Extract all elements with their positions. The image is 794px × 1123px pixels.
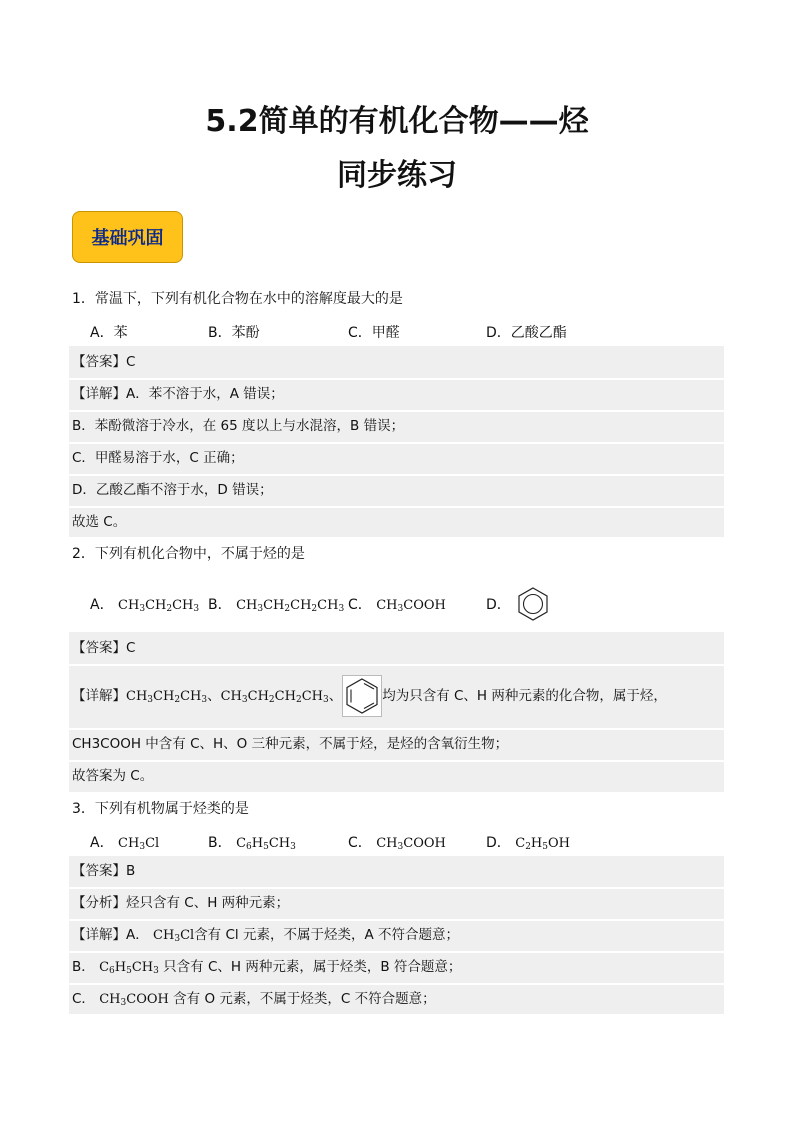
formula-butane: $CH_3CH_2CH_2CH_3$ — [220, 689, 329, 705]
q1-detail-2: B．苯酚微溶于冷水，在 65 度以上与水混溶，B 错误； — [72, 418, 405, 434]
q2-answer: 【答案】C — [72, 640, 136, 656]
q3-option-a: A． $CH_3Cl$ — [90, 835, 160, 852]
q3-analysis: 【分析】烃只含有 C、H 两种元素； — [72, 895, 290, 911]
q3-option-b: B． $C_6H_5CH_3$ — [208, 835, 296, 852]
q3-option-d: D． $C_2H_5OH$ — [486, 835, 570, 852]
question-1-options — [90, 322, 730, 342]
question-3-stem: 3．下列有机物属于烃类的是 — [72, 801, 249, 817]
q2-option-d: D． — [486, 586, 551, 622]
q1-option-c: C．甲醛 — [348, 325, 400, 341]
document-title: 5.2简单的有机化合物——烃 — [205, 104, 589, 139]
formula-chloromethane: $CH_3Cl$ — [118, 836, 160, 852]
q1-detail-5: 故选 C。 — [72, 514, 127, 530]
q1-option-b: B．苯酚 — [208, 325, 260, 341]
question-2-options — [90, 592, 730, 618]
q1-option-a: A．苯 — [90, 325, 128, 341]
formula-toluene: $C_6H_5CH_3$ — [236, 836, 296, 852]
formula-butane: $CH_3CH_2CH_2CH_3$ — [236, 598, 345, 614]
document-subtitle: 同步练习 — [337, 158, 457, 193]
question-2-stem: 2．下列有机化合物中，不属于烃的是 — [72, 546, 305, 562]
section-badge: 基础巩固 — [72, 211, 183, 263]
q3-detail-2: B． $C_6H_5CH_3$ 只含有 C、H 两种元素，属于烃类，B 符合题意； — [72, 959, 462, 976]
question-3-options — [90, 832, 730, 852]
benzene-ring-icon — [515, 586, 551, 622]
q3-detail-3: C． $CH_3COOH$ 含有 O 元素，不属于烃类，C 不符合题意； — [72, 991, 436, 1008]
question-1-stem: 1．常温下，下列有机化合物在水中的溶解度最大的是 — [72, 291, 403, 307]
q2-detail-3: 故答案为 C。 — [72, 768, 154, 784]
q2-detail-1: 【详解】$CH_3CH_2CH_3$、$CH_3CH_2CH_2CH_3$、 均为只含有 C、H 两种元素的化合物，属于烃， — [72, 674, 667, 718]
q3-option-c: C． $CH_3COOH$ — [348, 835, 446, 852]
formula-propane: $CH_3CH_2CH_3$ — [126, 689, 208, 705]
formula-acetic-acid: $CH_3COOH$ — [376, 598, 446, 614]
q1-answer: 【答案】C — [72, 354, 136, 370]
q3-detail-1: 【详解】A． $CH_3Cl$含有 Cl 元素，不属于烃类，A 不符合题意； — [72, 927, 459, 944]
q2-detail-2: CH3COOH 中含有 C、H、O 三种元素，不属于烃，是烃的含氧衍生物； — [72, 736, 509, 752]
q2-option-b: B． $CH_3CH_2CH_2CH_3$ — [208, 597, 345, 614]
formula-ethanol: $C_2H_5OH$ — [515, 836, 570, 852]
q1-detail-3: C．甲醛易溶于水，C 正确； — [72, 450, 244, 466]
q2-option-c: C． $CH_3COOH$ — [348, 597, 446, 614]
q3-answer: 【答案】B — [72, 863, 136, 879]
benzene-ring-icon — [342, 675, 382, 717]
formula-toluene: $C_6H_5CH_3$ — [99, 960, 159, 976]
formula-propane: $CH_3CH_2CH_3$ — [118, 598, 200, 614]
q2-option-a: A． $CH_3CH_2CH_3$ — [90, 597, 200, 614]
formula-chloromethane: $CH_3Cl$ — [153, 928, 195, 944]
q1-detail-4: D．乙酸乙酯不溶于水，D 错误； — [72, 482, 273, 498]
formula-acetic-acid: $CH_3COOH$ — [376, 836, 446, 852]
formula-acetic-acid: $CH_3COOH$ — [99, 992, 169, 1008]
q1-detail-1: 【详解】A．苯不溶于水，A 错误； — [72, 386, 284, 402]
q1-option-d: D．乙酸乙酯 — [486, 325, 567, 341]
